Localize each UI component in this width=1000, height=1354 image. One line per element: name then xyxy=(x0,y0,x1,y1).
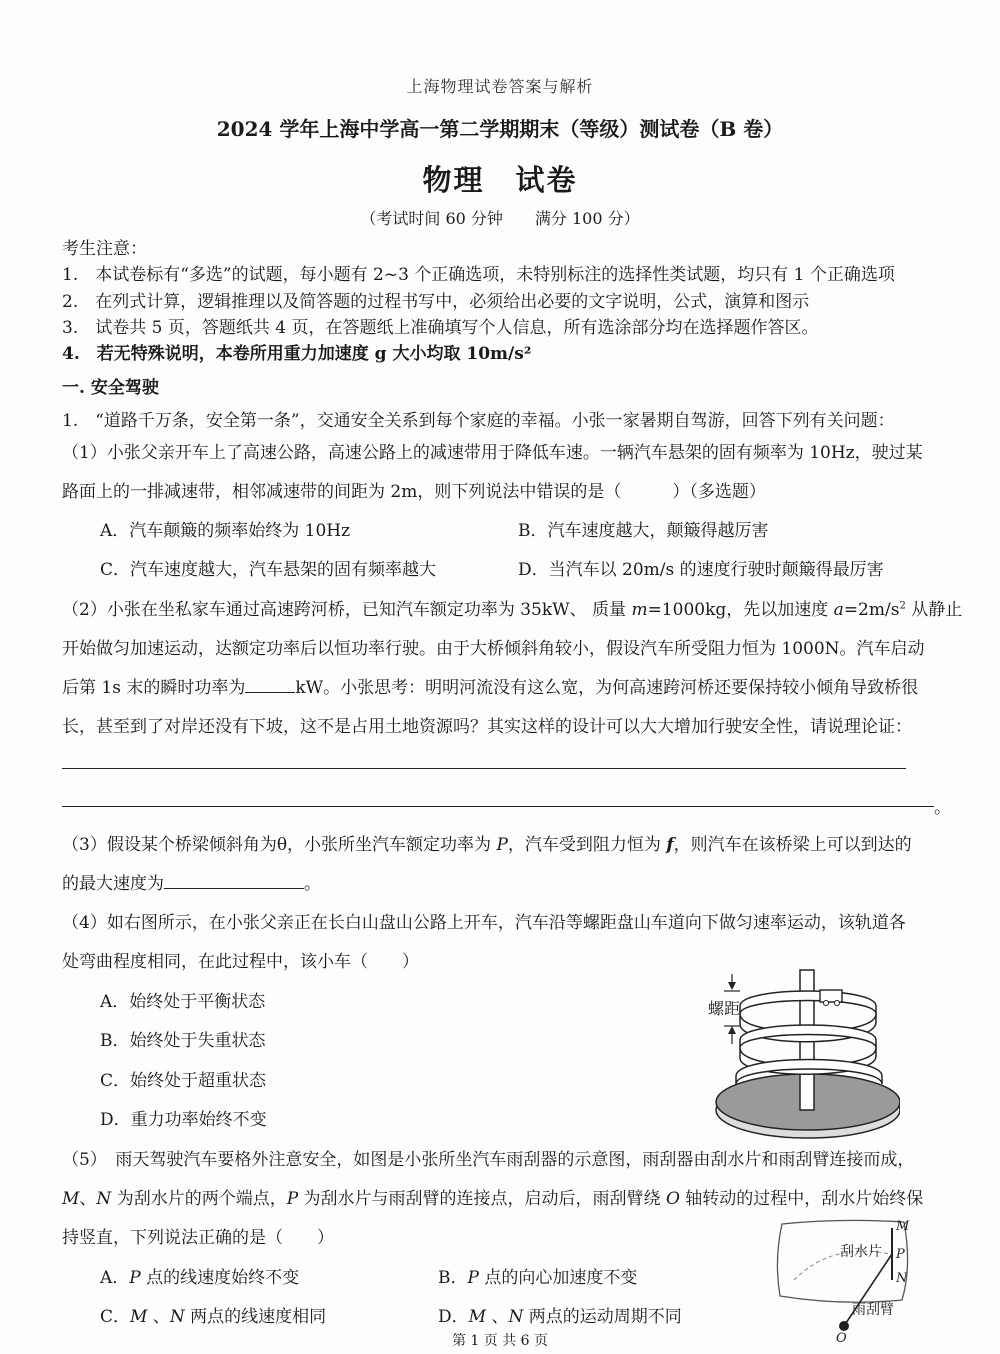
end-mark: 。 xyxy=(934,798,951,818)
q1-p2-line1: （2）小张在坐私家车通过高速跨河桥，已知汽车额定功率为 35kW、 质量 m=1000kg，先以加速度 $a=2m/s^2$ 从静止 xyxy=(62,600,963,620)
q1-p5-line1: （5） 雨天驾驶汽车要格外注意安全，如图是小张所坐汽车雨刮器的示意图，雨刮器由刮水片和雨刮臂连接而成， xyxy=(62,1150,915,1170)
q1-p1-line1: （1）小张父亲开车上了高速公路，高速公路上的减速带用于降低车速。一辆汽车悬架的固有频率为 10Hz，驶过某 xyxy=(62,443,923,463)
q1-p2-line3: 后第 1s 末的瞬时功率为 kW。小张思考：明明河流没有这么宽，为何高速跨河桥还要保持较小倾角导致桥很 xyxy=(62,678,919,698)
q1-p5-line2: M、N 为刮水片的两个端点，P 为刮水片与雨刮臂的连接点，启动后，雨刮臂绕 O 轴转动的过程中，刮水片始终保 xyxy=(62,1189,924,1209)
q1-p4-line1: （4）如右图所示，在小张父亲正在长白山盘山公路上开车，汽车沿等螺距盘山车道向下做匀速率运动，该轨道各 xyxy=(62,913,906,933)
section-heading: 一. 安全驾驶 xyxy=(62,378,159,398)
notice-heading: 考生注意： xyxy=(62,239,147,259)
subject-title: 物理 试卷 xyxy=(422,163,578,197)
notice-item: 4. 若无特殊说明，本卷所用重力加速度 g 大小均取 10m/s² xyxy=(62,344,532,364)
label-blade: 刮水片 xyxy=(840,1244,882,1260)
notice-item: 1. 本试卷标有“多选”的试题，每小题有 2~3 个正确选项，未特别标注的选择性类试题，均只有 1 个正确选项 xyxy=(62,265,895,285)
q1-p5-line3: 持竖直，下列说法正确的是（ ） xyxy=(62,1228,334,1248)
label-o: O xyxy=(836,1331,847,1344)
notice-item: 3. 试卷共 5 页，答题纸共 4 页，在答题纸上准确填写个人信息，所有选涂部分均在选择题作答区。 xyxy=(62,318,819,338)
q1-p1-line2: 路面上的一排减速带，相邻减速带的间距为 2m，则下列说法中错误的是（ ）（多选题） xyxy=(62,482,766,502)
q1-p5-option-b: B．P 点的向心加速度不变 xyxy=(438,1268,638,1288)
label-p: P xyxy=(896,1247,905,1262)
wiper-figure xyxy=(772,1216,918,1344)
q1-p2-line4: 长，甚至到了对岸还没有下坡，这不是占用土地资源吗？其实这样的设计可以大大增加行驶安全性，请说理论证： xyxy=(62,717,912,737)
q1-p3-line1: （3）假设某个桥梁倾斜角为θ，小张所坐汽车额定功率为 P，汽车受到阻力恒为 f，则汽车在该桥梁上可以到达的 xyxy=(62,835,912,855)
q1-p5-option-c: C．M 、N 两点的线速度相同 xyxy=(100,1307,327,1327)
answer-blank[interactable] xyxy=(164,872,304,889)
q1-p5-option-a: A．P 点的线速度始终不变 xyxy=(100,1268,300,1288)
q1-p4-option-b: B．始终处于失重状态 xyxy=(100,1031,266,1051)
answer-line[interactable] xyxy=(62,806,934,807)
q1-p1-option-a: A．汽车颠簸的频率始终为 10Hz xyxy=(100,521,351,541)
q1-p1-option-b: B．汽车速度越大，颠簸得越厉害 xyxy=(518,521,769,541)
label-n: N xyxy=(896,1271,908,1286)
q1-p4-option-c: C．始终处于超重状态 xyxy=(100,1071,267,1091)
page-header: 上海物理试卷答案与解析 xyxy=(406,77,594,96)
label-m: M xyxy=(896,1219,910,1234)
q1-p1-option-d: D．当汽车以 20m/s 的速度行驶时颠簸得最厉害 xyxy=(518,560,884,580)
page-footer: 第 1 页 共 6 页 xyxy=(451,1333,549,1349)
exam-info: （考试时间 60 分钟 满分 100 分） xyxy=(360,209,640,228)
exam-title: 2024 学年上海中学高一第二学期期末（等级）测试卷（B 卷） xyxy=(216,117,784,141)
q1-p5-option-d: D．M 、N 两点的运动周期不同 xyxy=(438,1307,682,1327)
answer-blank[interactable] xyxy=(245,676,295,693)
q1-stem: 1. “道路千万条，安全第一条”，交通安全关系到每个家庭的幸福。小张一家暑期自驾游，回答下列有关问题： xyxy=(62,411,895,431)
q1-p2-line2: 开始做匀加速运动，达额定功率后以恒功率行驶。由于大桥倾斜角较小，假设汽车所受阻力恒为 1000N。汽车启动 xyxy=(62,639,925,659)
q1-p4-option-d: D．重力功率始终不变 xyxy=(100,1110,267,1130)
q1-p3-line2: 的最大速度为 。 xyxy=(62,874,321,894)
spiral-road-figure xyxy=(700,968,900,1148)
notice-item: 2. 在列式计算，逻辑推理以及简答题的过程书写中，必须给出必要的文字说明，公式，演算和图示 xyxy=(62,292,810,312)
q1-p4-option-a: A．始终处于平衡状态 xyxy=(100,992,266,1012)
label-arm: 雨刮臂 xyxy=(852,1302,894,1318)
q1-p4-line2: 处弯曲程度相同，在此过程中，该小车（ ） xyxy=(62,952,419,972)
q1-p1-option-c: C．汽车速度越大，汽车悬架的固有频率越大 xyxy=(100,560,437,580)
answer-line[interactable] xyxy=(62,768,906,769)
pitch-label: 螺距 xyxy=(708,999,741,1018)
car-icon xyxy=(820,990,842,1002)
